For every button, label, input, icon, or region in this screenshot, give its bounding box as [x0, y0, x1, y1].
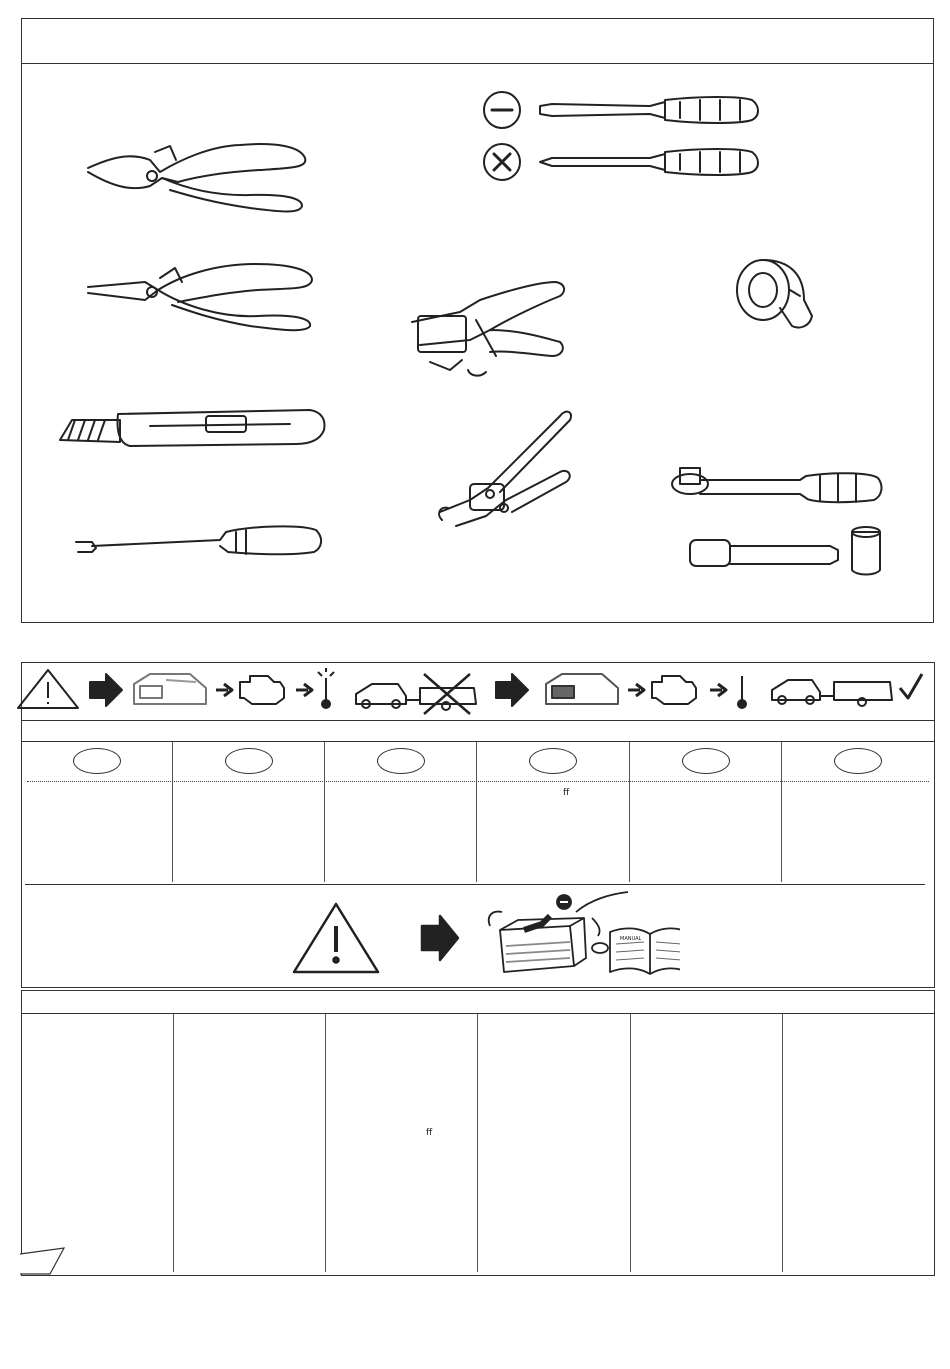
arrow-right-icon: [422, 916, 458, 960]
check-column-5: [630, 742, 782, 882]
car-trailer-crossed-icon: [356, 674, 476, 714]
section-divider: [25, 884, 925, 885]
warning-icon: [294, 904, 378, 972]
car-front-lit-icon: [546, 674, 618, 704]
check-language-bar: [21, 720, 935, 742]
check-column-6: [782, 742, 935, 882]
socket-extension-icon: [690, 527, 880, 575]
battery-column-5: [631, 1014, 783, 1272]
language-badge: [73, 748, 121, 774]
arrow-right-icon: [216, 684, 232, 696]
check-column-4: [477, 742, 630, 882]
arrow-right-icon: [628, 684, 644, 696]
arrow-right-icon: [496, 674, 528, 706]
language-badge: [834, 748, 882, 774]
language-badge: [682, 748, 730, 774]
check-column-3: [325, 742, 477, 882]
battery-column-3: [326, 1014, 478, 1272]
flat-nose-pliers-icon: [88, 264, 312, 330]
tools-illustration: [0, 0, 950, 630]
column-text: ﬀ: [563, 788, 570, 798]
arrow-right-icon: [296, 684, 312, 696]
language-badge: [377, 748, 425, 774]
crimping-tool-icon: [439, 412, 571, 526]
column-text: ﬀ: [426, 1128, 433, 1138]
flat-screwdriver-icon: [484, 92, 758, 128]
car-front-icon: [134, 674, 206, 704]
utility-knife-icon: [60, 410, 324, 446]
language-badge: [529, 748, 577, 774]
engine-icon: [652, 676, 696, 704]
check-columns: [21, 742, 935, 882]
check-mark-icon: [900, 674, 922, 698]
torque-wrench-icon: [672, 468, 881, 502]
insulating-tape-icon: [737, 260, 812, 328]
battery-column-1: [22, 1014, 174, 1272]
check-sequence-strip: [0, 660, 950, 720]
language-badge: [225, 748, 273, 774]
diagonal-cutter-pliers-icon: [88, 144, 305, 211]
battery-column-6: [783, 1014, 934, 1272]
wire-stripper-icon: [412, 282, 564, 376]
check-column-1: [21, 742, 173, 882]
battery-warning-row: [280, 890, 680, 986]
trim-removal-tool-icon: [76, 526, 321, 554]
corner-fold-mark: [18, 1244, 68, 1278]
battery-column-2: [174, 1014, 326, 1272]
check-column-2: [173, 742, 325, 882]
battery-column-4: [478, 1014, 631, 1272]
phillips-screwdriver-icon: [484, 144, 758, 180]
manual-label: MANUAL: [620, 936, 642, 942]
arrow-right-icon: [90, 674, 122, 706]
car-trailer-ok-icon: [772, 680, 892, 706]
thermometer-icon: [318, 668, 334, 708]
battery-columns: [21, 1014, 935, 1276]
thermometer-icon: [738, 676, 746, 708]
manual-book-icon: [592, 928, 680, 974]
dotted-divider: [27, 781, 929, 782]
battery-disconnect-icon: [489, 892, 628, 972]
arrow-right-icon: [710, 684, 726, 696]
engine-icon: [240, 676, 284, 704]
warning-icon: [18, 670, 78, 708]
battery-language-bar: [21, 990, 935, 1014]
